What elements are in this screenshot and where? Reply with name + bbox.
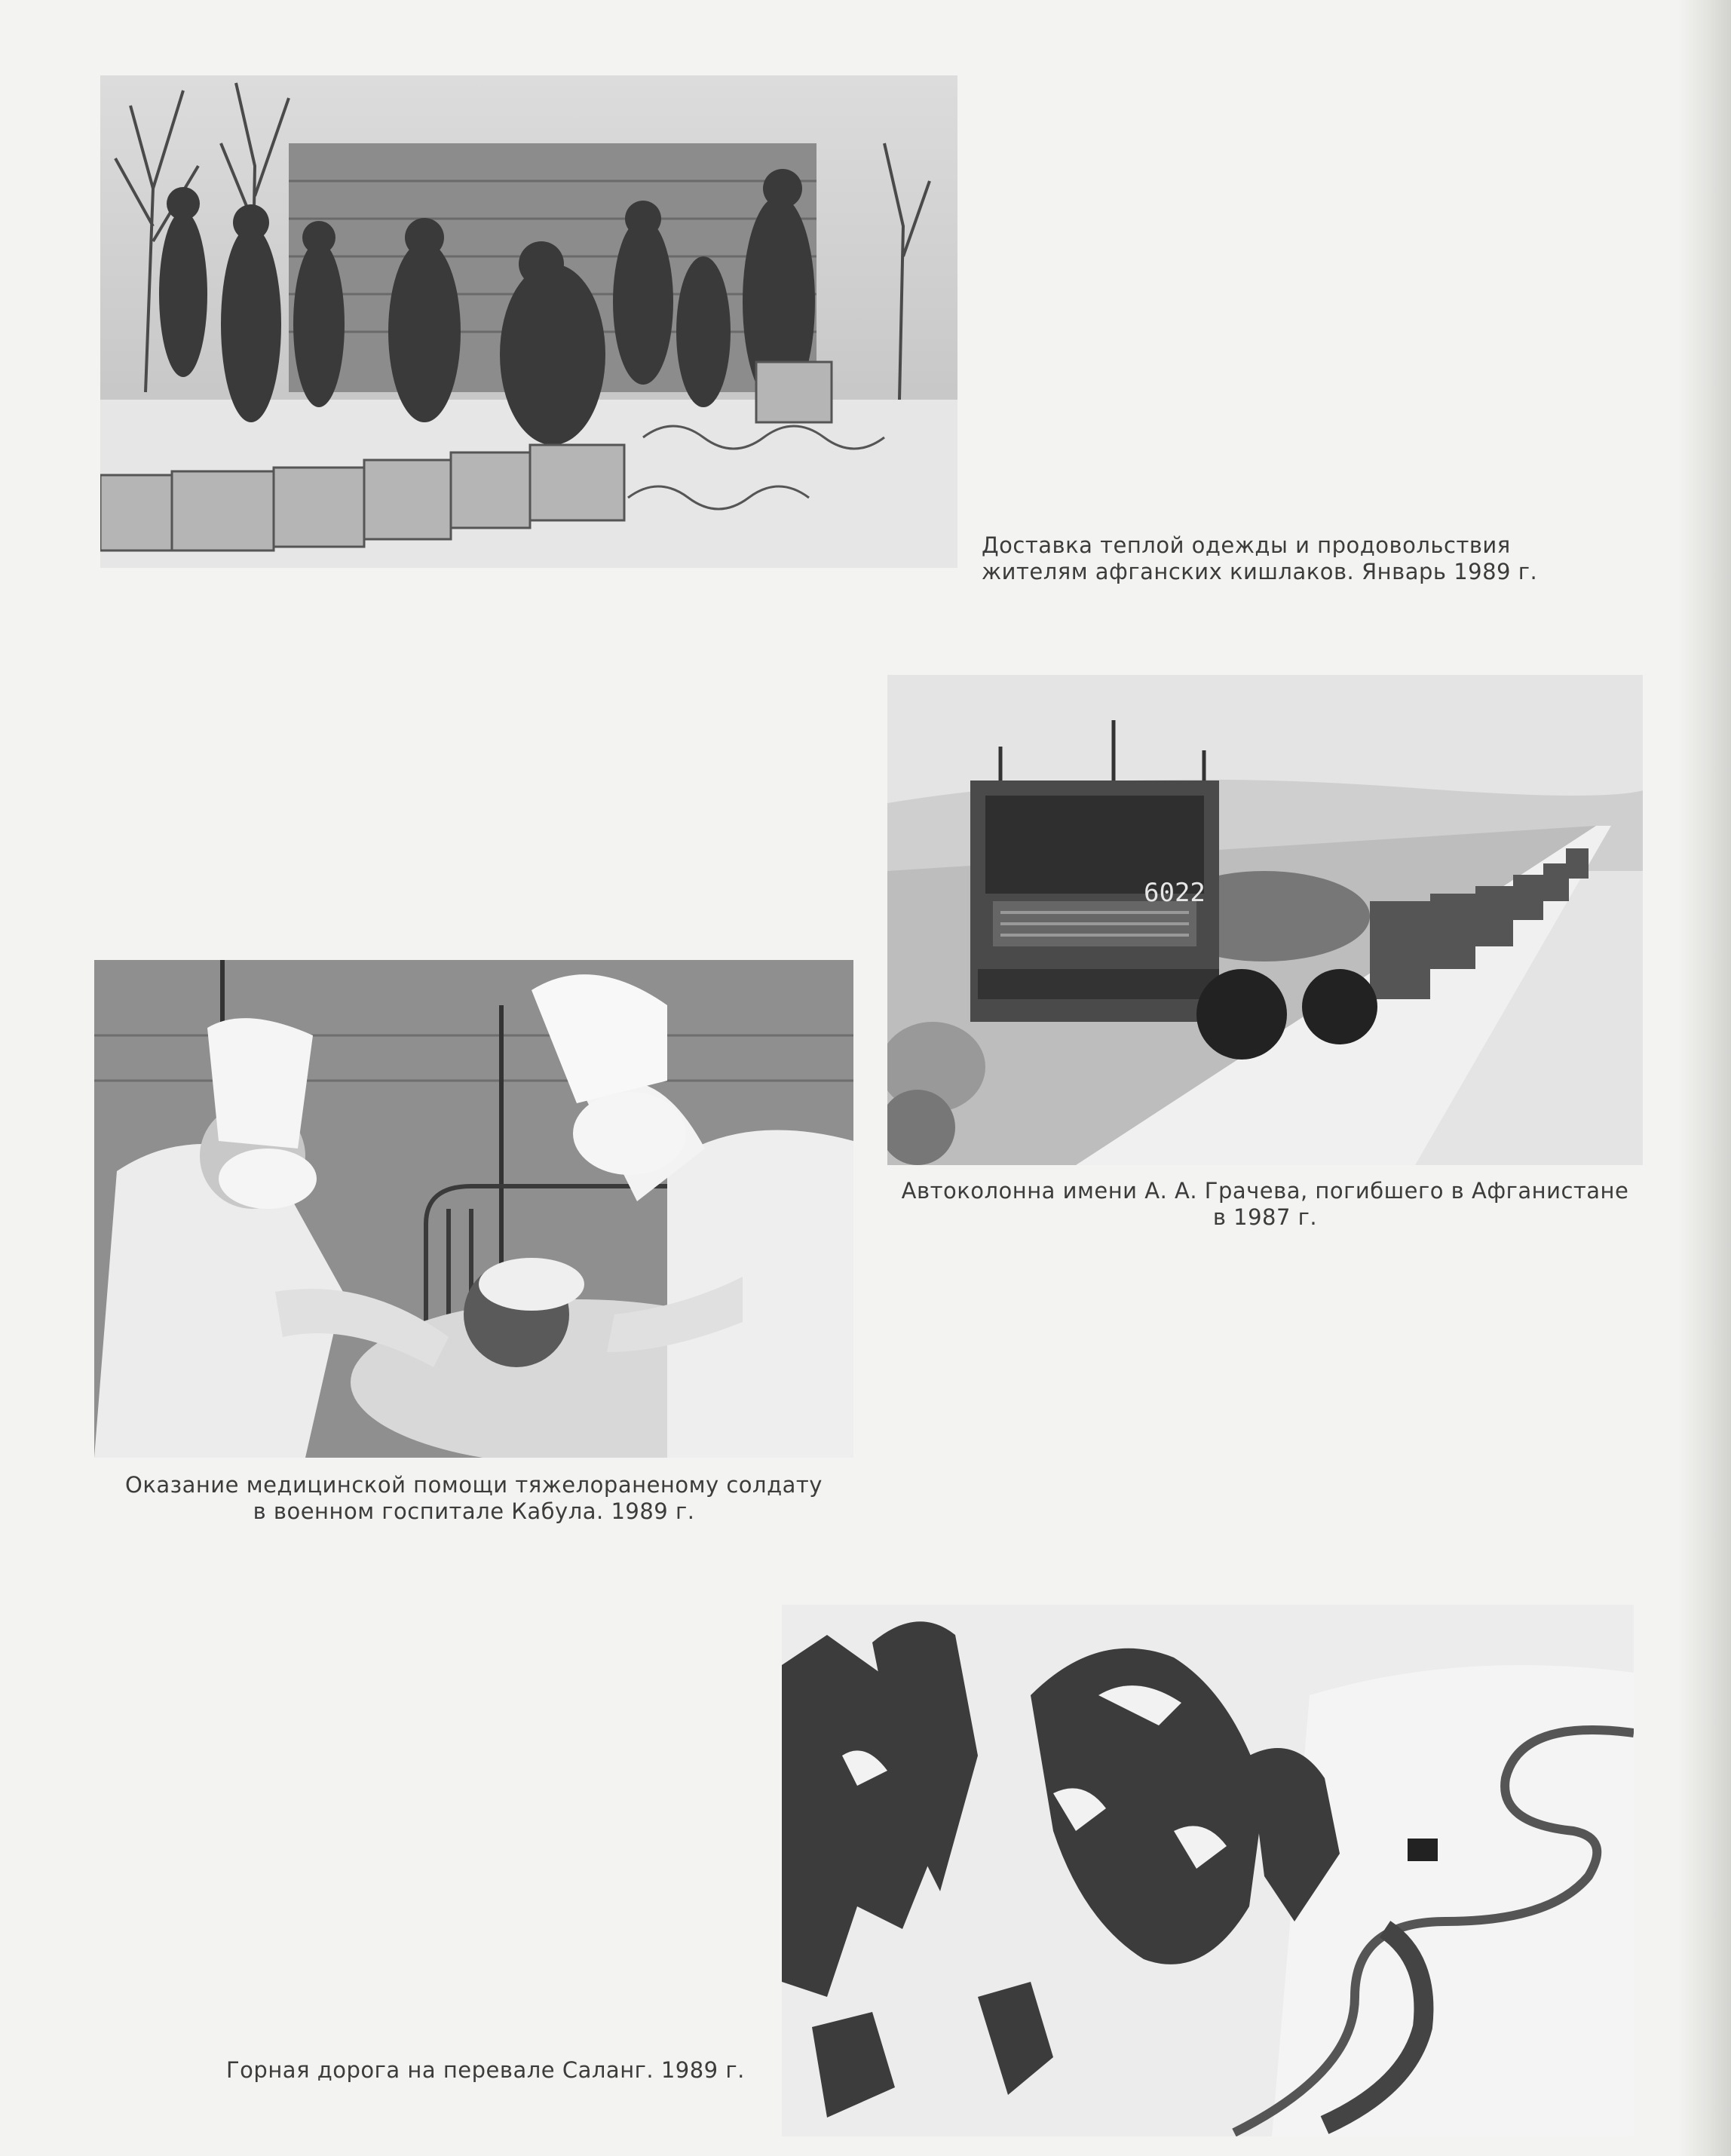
caption-line: Доставка теплой одежды и продовольствия: [982, 532, 1511, 558]
caption-line: Горная дорога на перевале Саланг. 1989 г.: [226, 2057, 745, 2083]
photo-aid-delivery: [100, 75, 957, 568]
caption-line: Автоколонна имени А. А. Грачева, погибшего в Афганистане: [901, 1178, 1629, 1204]
truck-number: 6022: [1144, 878, 1206, 908]
caption-salang-pass: [226, 2057, 769, 2084]
photo-truck-convoy: [887, 675, 1643, 1165]
photo-salang-pass: [782, 1605, 1634, 2136]
caption-military-hospital: [72, 1472, 876, 1525]
photo-military-hospital: [94, 960, 853, 1458]
caption-line: в 1987 г.: [1212, 1204, 1318, 1230]
caption-line: жителям афганских кишлаков. Январь 1989 г.: [982, 559, 1538, 584]
caption-line: Оказание медицинской помощи тяжелораненому солдату: [125, 1472, 823, 1498]
page-edge-shadow: [1678, 0, 1731, 2156]
caption-aid-delivery: [982, 532, 1585, 585]
caption-line: в военном госпитале Кабула. 1989 г.: [253, 1498, 695, 1524]
caption-truck-convoy: [865, 1178, 1665, 1231]
